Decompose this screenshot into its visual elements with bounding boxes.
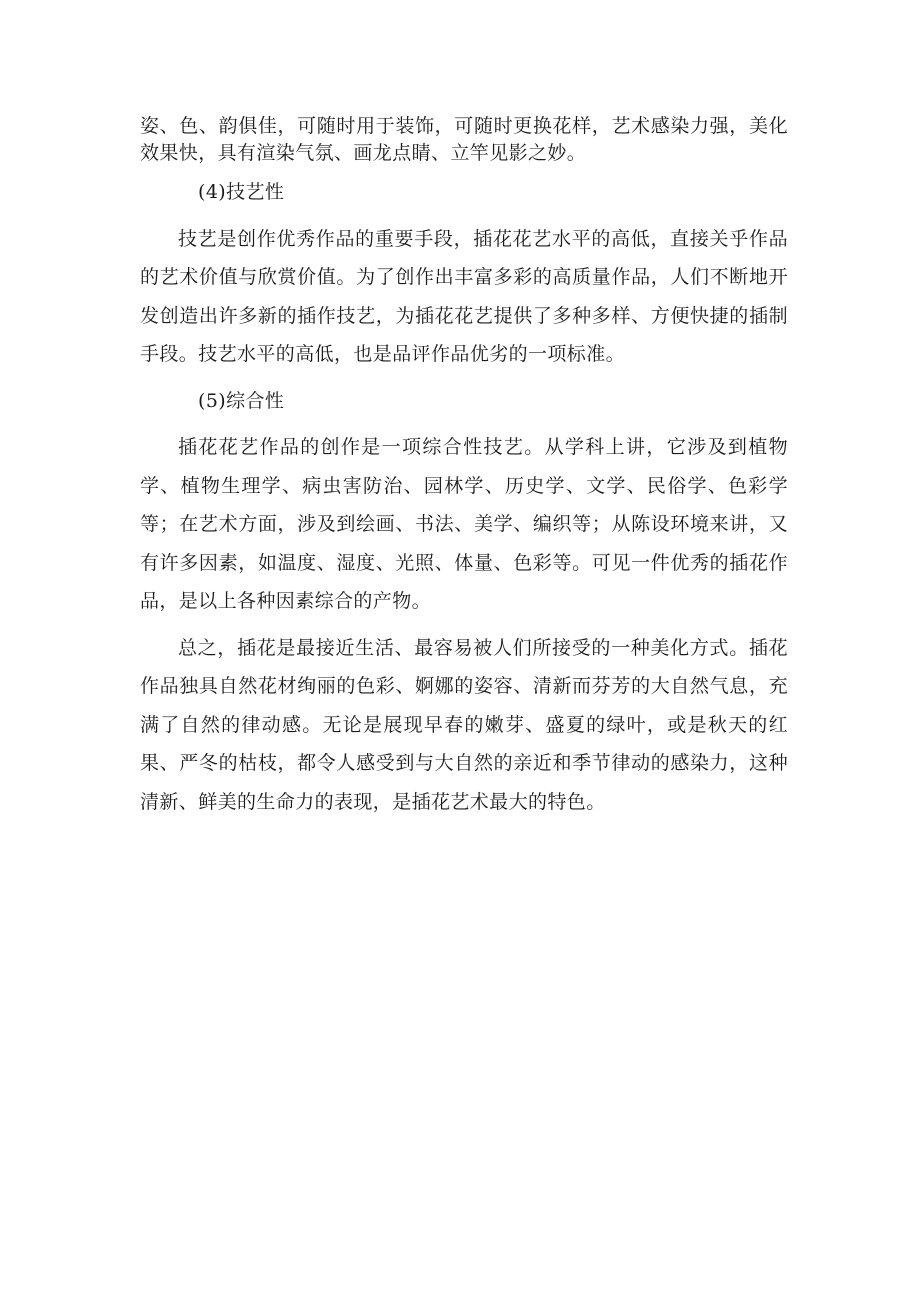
- paragraph-continued: 姿、色、韵俱佳，可随时用于装饰，可随时更换花样，艺术感染力强，美化效果快，具有渲染气氛、画龙点睛、立竿见影之妙。: [140, 115, 788, 164]
- paragraph-summary: 总之，插花是最接近生活、最容易被人们所接受的一种美化方式。插花作品独具自然花材绚丽的色彩、婀娜的姿容、清新而芬芳的大自然气息，充满了自然的律动感。无论是展现早春的嫩芽、盛夏的绿叶，或是秋天的红果、严冬的枯枝，都令人感受到与大自然的亲近和季节律动的感染力，这种清新、鲜美的生命力的表现，是插花艺术最大的特色。: [140, 636, 788, 813]
- section-heading-skill: (4)技艺性: [198, 181, 285, 203]
- section-heading-comprehensive: (5)综合性: [198, 389, 285, 412]
- paragraph-comprehensive: 插花花艺作品的创作是一项综合性技艺。从学科上讲，它涉及到植物学、植物生理学、病虫害防治、园林学、历史学、文学、民俗学、色彩学等；在艺术方面，涉及到绘画、书法、美学、编织等；从陈设环境来讲，又有许多因素，如温度、湿度、光照、体量、色彩等。可见一件优秀的插花作品，是以上各种因素综合的产物。: [140, 436, 788, 612]
- document-body: [140, 109, 788, 829]
- paragraph-skill: 技艺是创作优秀作品的重要手段，插花花艺水平的高低，直接关乎作品的艺术价值与欣赏价值。为了创作出丰富多彩的高质量作品，人们不断地开发创造出许多新的插作技艺，为插花花艺提供了多种多样、方便快捷的插制手段。技艺水平的高低，也是品评作品优劣的一项标准。: [140, 227, 788, 365]
